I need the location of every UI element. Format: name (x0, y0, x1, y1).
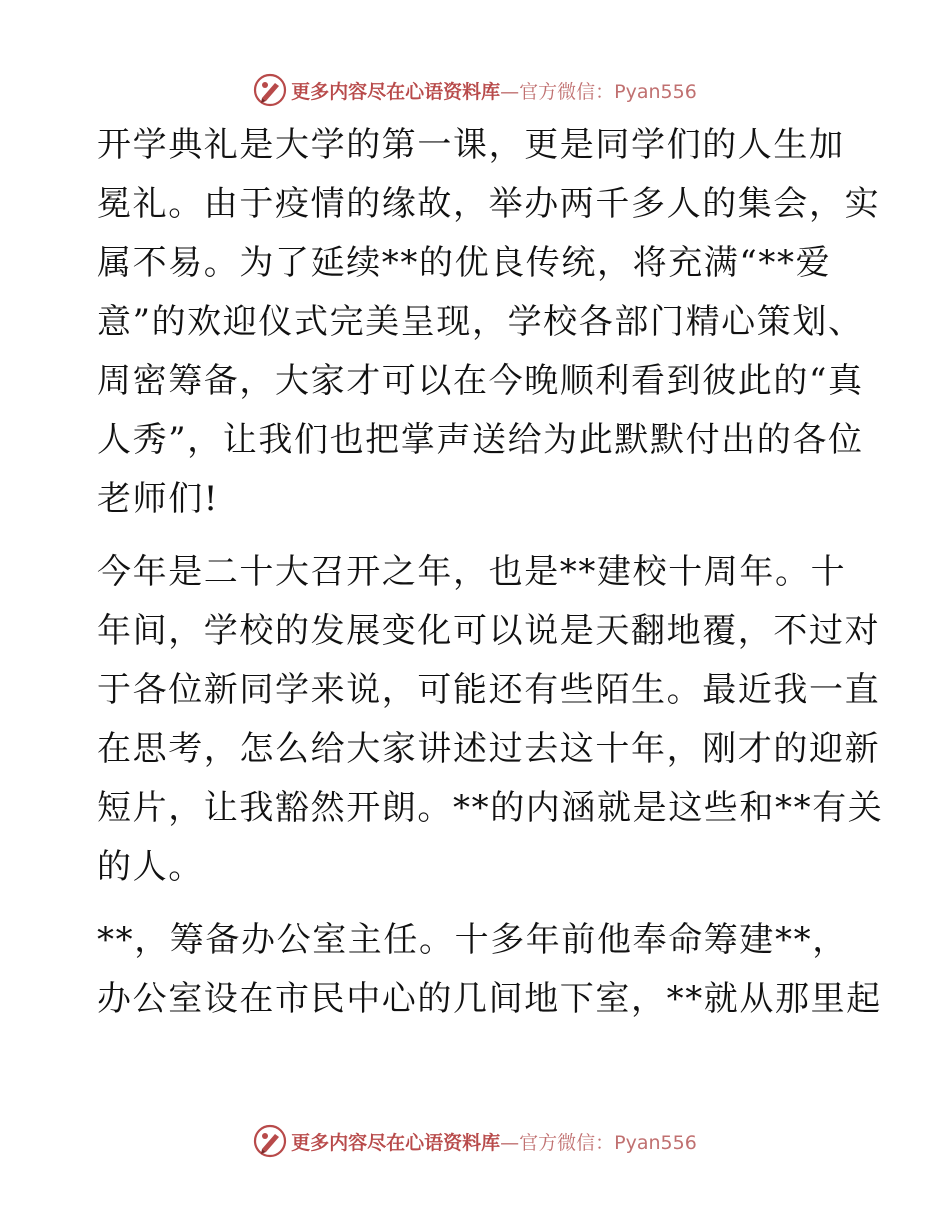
text-line: 开学典礼是大学的第一课，更是同学们的人生加 (97, 125, 845, 165)
text-line: 属不易。为了延续**的优良传统，将充满“**爱 (97, 243, 832, 283)
banner-wechat-text: —官方微信：Pyan556 (500, 1131, 697, 1154)
banner-lead-text: 更多内容尽在心语资料库 (291, 1131, 501, 1154)
text-line: 意”的欢迎仪式完美呈现，学校各部门精心策划、 (97, 302, 864, 342)
text-line: 办公室设在市民中心的几间地下室，**就从那里起 (97, 979, 882, 1019)
text-line: 周密筹备，大家才可以在今晚顺利看到彼此的“真 (97, 361, 864, 401)
footer-banner (0, 1121, 950, 1161)
banner-lead-text: 更多内容尽在心语资料库 (291, 80, 501, 103)
text-line: 在思考，怎么给大家讲述过去这十年，刚才的迎新 (97, 729, 881, 769)
header-banner (0, 70, 950, 110)
text-line: 短片，让我豁然开朗。**的内涵就是这些和**有关 (97, 788, 884, 828)
text-line: 冕礼。由于疫情的缘故，举办两千多人的集会，实 (97, 184, 881, 224)
text-line: 人秀”，让我们也把掌声送给为此默默付出的各位 (97, 420, 864, 460)
text-line: 老师们! (97, 479, 220, 519)
text-line: 年间，学校的发展变化可以说是天翻地覆，不过对 (97, 611, 881, 651)
text-line: 于各位新同学来说，可能还有些陌生。最近我一直 (97, 670, 881, 710)
pen-logo-icon (253, 73, 287, 107)
text-line: 今年是二十大召开之年，也是**建校十周年。十 (97, 552, 847, 592)
paragraph-1 (97, 116, 881, 529)
text-line: 的人。 (97, 847, 204, 887)
paragraph-2 (97, 543, 884, 897)
paragraph-3 (97, 911, 882, 1029)
banner-wechat-text: —官方微信：Pyan556 (500, 80, 697, 103)
pen-logo-icon (253, 1124, 287, 1158)
text-line: **，筹备办公室主任。十多年前他奉命筹建**， (97, 920, 848, 960)
